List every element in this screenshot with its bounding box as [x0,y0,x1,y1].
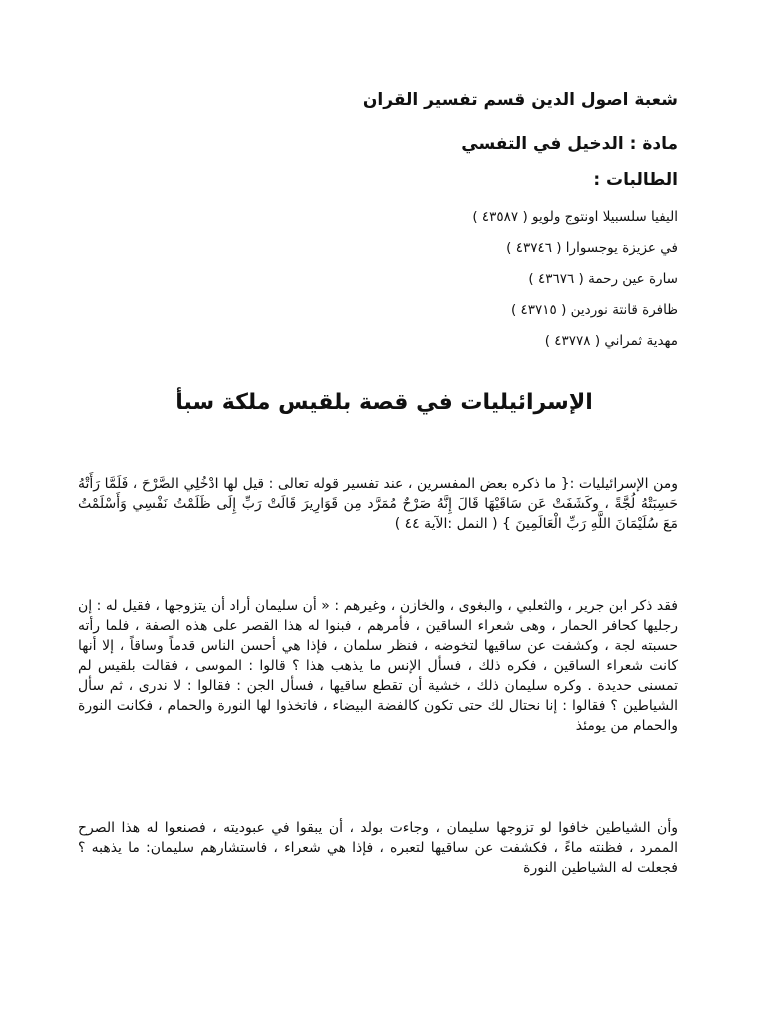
students-list [238,202,678,357]
document-title: الإسرائيليات في قصة بلقيس ملكة سبأ [175,390,593,415]
student-item: اليفيا سلسبيلا اونتوج ولويو ( ٤٣٥٨٧ ) [472,209,678,225]
student-item: مهدية ثمراني ( ٤٣٧٧٨ ) [544,333,678,349]
body-paragraph: فقد ذكر ابن جرير ، والثعلبي ، والبغوى ، والخازن ، وغيرهم : « أن سليمان أراد أن يتزوجها ، فقيل له : إن رجليها كحافر الحمار ، وهى شعراء الساقين ، فأمرهم ، فبنوا له هذا القصر على هذه الصفة ، فلما رأته حسبته لجة ، وكشفت عن ساقيها لتخوضه ، فنظر سلمان ، فإذا هي أحسن الناس قدماً وساقاً ، إلا أنها كانت شعراء الساقين ، فكره ذلك ، فسأل الإنس ما يذهب هذا ؟ قالوا : الموسى ، فقالت بلقيس لم تمسنى حديدة . وكره سليمان ذلك ، خشية أن تقطع ساقيها ، فسأل الجن : فقالوا : لا ندرى ، ثم سأل الشياطين ؟ فقالوا : إنا نحتال لك حتى تكون كالفضة البيضاء ، فاتخذوا لها النورة والحمام ، فكانت النورة والحمام من يومئذ [78,598,678,734]
student-item: ظافرة قانتة نوردين ( ٤٣٧١٥ ) [510,302,678,318]
body-paragraph: ومن الإسرائيليات :{ ما ذكره بعض المفسرين ، عند تفسير قوله تعالى : قيل لها ادْخُلِي الصَّرْحَ ، فَلَمَّا رَأَتْهُ حَسِبَتْهُ لُجَّةً ، وكَشَفَتْ عَن سَاقَيْهَا قَالَ إِنَّهُ صَرْحٌ مُمَرَّد مِن قَوَارِيرَ قَالَتْ رَبِّ إِلَى ظَلَمْتُ نَفْسِي وَأَسْلَمْتُ مَعَ سُلَيْمَانَ اللَّهِ رَبِّ الْعَالَمِينَ } ( النمل :الآية ٤٤ ) [78,476,678,532]
student-item: سارة عين رحمة ( ٤٣٦٧٦ ) [528,271,678,287]
body-paragraph: وأن الشياطين خافوا لو تزوجها سليمان ، وجاءت بولد ، أن يبقوا في عبوديته ، فصنعوا له هذا الصرح الممرد ، فظنته ماءً ، فكشفت عن ساقيها لتعبره ، فإذا هي شعراء ، فاستشارهم سليمان: ما يذهبه ؟ فجعلت له الشياطين النورة [78,820,678,876]
students-label: الطالبات : [593,170,678,190]
department-heading: شعبة اصول الدين قسم تفسير القران [362,90,678,110]
student-item: في عزيزة يوجسوارا ( ٤٣٧٤٦ ) [506,240,678,256]
subject-heading: مادة : الدخيل في التفسي [461,134,678,154]
